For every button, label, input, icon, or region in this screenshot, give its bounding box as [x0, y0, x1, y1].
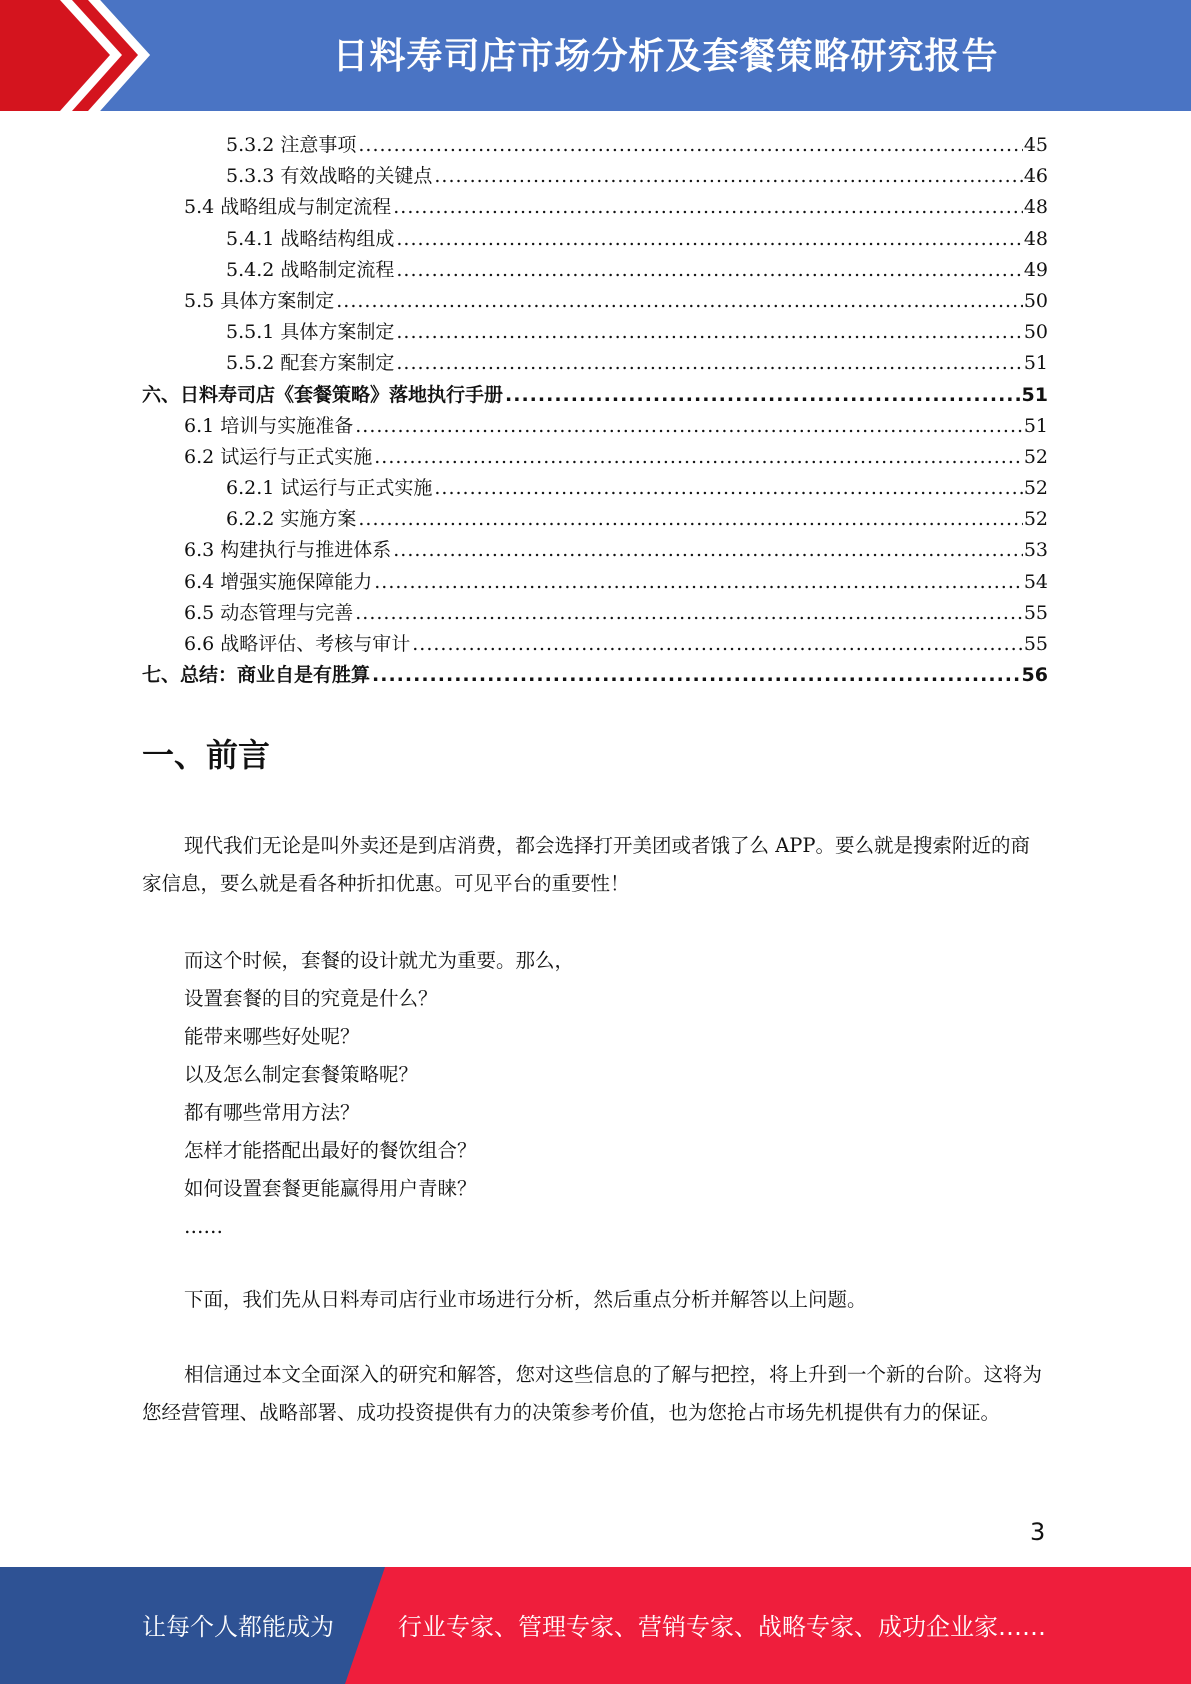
header-arrow-decoration [0, 0, 200, 111]
toc-entry[interactable] [142, 442, 1048, 473]
toc-entry-label: 5.4.2 战略制定流程 [226, 258, 395, 281]
toc-leader-dots [336, 286, 1023, 317]
toc-entry-page: 55 [1023, 601, 1048, 624]
toc-entry-label: 6.2.2 实施方案 [226, 508, 357, 531]
toc-entry-label: 5.5.2 配套方案制定 [226, 352, 395, 375]
toc-leader-dots [412, 629, 1023, 660]
toc-entry[interactable] [142, 660, 1048, 691]
toc-entry-page: 52 [1023, 445, 1048, 468]
toc-entry[interactable] [142, 161, 1048, 192]
question-line: 都有哪些常用方法？ [184, 1101, 360, 1124]
toc-entry[interactable] [142, 224, 1048, 255]
toc-entry[interactable] [142, 286, 1048, 317]
toc-entry[interactable] [142, 192, 1048, 223]
toc-entry-label: 6.2.1 试运行与正式实施 [226, 477, 433, 500]
toc-entry-page: 55 [1023, 633, 1048, 655]
section-heading: 一、前言 [142, 736, 271, 774]
toc-entry[interactable] [142, 473, 1048, 504]
footer-slogan-left: 让每个人都能成为 [142, 1613, 334, 1641]
toc-entry-label: 6.5 动态管理与完善 [184, 601, 354, 624]
toc-leader-dots [396, 255, 1022, 286]
paragraph-analysis: 下面，我们先从日料寿司店行业市场进行分析，然后重点分析并解答以上问题。 [184, 1288, 867, 1311]
toc-entry-label: 5.3.2 注意事项 [226, 134, 357, 156]
footer-band [0, 1567, 1191, 1684]
toc-leader-dots [396, 224, 1022, 255]
toc-entry[interactable] [142, 504, 1048, 535]
toc-entry[interactable] [142, 567, 1048, 598]
question-list [184, 942, 574, 1246]
toc-entry[interactable] [142, 130, 1048, 161]
question-line: 设置套餐的目的究竟是什么？ [184, 987, 438, 1010]
toc-leader-dots [505, 380, 1021, 411]
paragraph-intro: 现代我们无论是叫外卖还是到店消费，都会选择打开美团或者饿了么 APP。要么就是搜索附近的商家信息，要么就是看各种折扣优惠。可见平台的重要性！ [142, 834, 1031, 895]
toc-entry-page: 45 [1023, 134, 1048, 156]
toc-entry-page: 51 [1021, 383, 1048, 406]
toc-leader-dots [396, 317, 1022, 348]
toc-entry[interactable] [142, 380, 1048, 411]
toc-leader-dots [358, 130, 1022, 161]
header-band [0, 0, 1191, 111]
toc-entry-label: 5.4 战略组成与制定流程 [184, 196, 392, 219]
toc-leader-dots [393, 192, 1023, 223]
page-number: 3 [1030, 1518, 1046, 1546]
question-line: 怎样才能搭配出最好的餐饮组合？ [184, 1139, 477, 1162]
toc-entry-label: 6.1 培训与实施准备 [184, 414, 354, 437]
toc-entry-page: 53 [1023, 539, 1048, 562]
toc-leader-dots [396, 348, 1022, 379]
toc-entry[interactable] [142, 317, 1048, 348]
toc-entry[interactable] [142, 535, 1048, 566]
toc-entry-label: 6.4 增强实施保障能力 [184, 570, 373, 593]
toc-entry-label: 5.4.1 战略结构组成 [226, 227, 395, 250]
toc-entry-label: 5.5 具体方案制定 [184, 289, 335, 312]
toc-entry-page: 48 [1023, 227, 1048, 250]
toc-entry[interactable] [142, 255, 1048, 286]
toc-entry-label: 6.6 战略评估、考核与审计 [184, 633, 411, 655]
question-line: 能带来哪些好处呢？ [184, 1025, 360, 1048]
toc-entry-label: 6.2 试运行与正式实施 [184, 445, 373, 468]
toc-leader-dots [358, 504, 1022, 535]
toc-entry-page: 50 [1023, 289, 1048, 312]
paragraph-conclusion: 相信通过本文全面深入的研究和解答，您对这些信息的了解与把控，将上升到一个新的台阶。这将为您经营管理、战略部署、成功投资提供有力的决策参考价值，也为您抢占市场先机提供有力的保证。 [142, 1363, 1043, 1424]
table-of-contents [142, 130, 1048, 691]
toc-entry-page: 52 [1023, 508, 1048, 531]
toc-entry-label: 6.3 构建执行与推进体系 [184, 539, 392, 562]
toc-entry-page: 48 [1023, 196, 1048, 219]
toc-entry-page: 51 [1023, 352, 1048, 375]
question-line: …… [184, 1215, 223, 1238]
toc-entry-label: 5.5.1 具体方案制定 [226, 321, 395, 344]
question-line: 如何设置套餐更能赢得用户青睐？ [184, 1177, 477, 1200]
toc-leader-dots [374, 442, 1023, 473]
report-title: 日料寿司店市场分析及套餐策略研究报告 [332, 36, 999, 77]
toc-entry[interactable] [142, 411, 1048, 442]
toc-entry-page: 50 [1023, 321, 1048, 344]
toc-entry-page: 49 [1023, 258, 1048, 281]
toc-entry-page: 54 [1023, 570, 1048, 593]
toc-entry-page: 52 [1023, 477, 1048, 500]
toc-entry-page: 46 [1023, 165, 1048, 188]
toc-entry[interactable] [142, 598, 1048, 629]
toc-entry[interactable] [142, 348, 1048, 379]
question-line: 以及怎么制定套餐策略呢？ [184, 1063, 419, 1086]
toc-leader-dots [434, 161, 1022, 192]
toc-entry-page: 51 [1023, 414, 1048, 437]
toc-entry-label: 六、日料寿司店《套餐策略》落地执行手册 [142, 383, 504, 406]
toc-leader-dots [372, 660, 1021, 691]
toc-entry[interactable] [142, 629, 1048, 660]
toc-leader-dots [355, 598, 1023, 629]
toc-leader-dots [434, 473, 1022, 504]
toc-leader-dots [355, 411, 1023, 442]
toc-entry-page: 56 [1021, 664, 1048, 687]
toc-entry-label: 七、总结：商业自是有胜算 [142, 664, 371, 687]
toc-leader-dots [393, 535, 1023, 566]
toc-leader-dots [374, 567, 1023, 598]
footer-slogan-right: 行业专家、管理专家、营销专家、战略专家、成功企业家…… [398, 1613, 1046, 1641]
toc-entry-label: 5.3.3 有效战略的关键点 [226, 165, 433, 188]
question-line: 而这个时候，套餐的设计就尤为重要。那么， [184, 949, 575, 972]
